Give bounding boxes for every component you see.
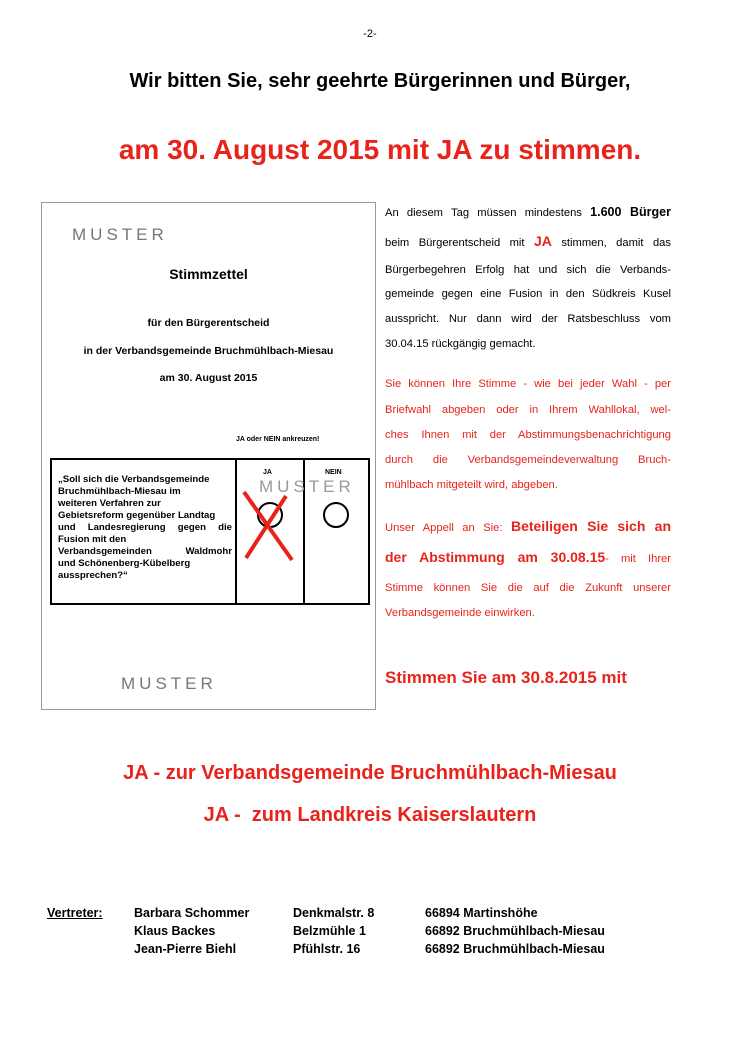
question-line: Bruchmühlbach-Miesau im — [58, 486, 181, 497]
p1-line-4: gemeinde gegen eine Fusion in den Südkreis Kusel — [385, 288, 671, 300]
question-line: „Soll sich die Verbandsgemeinde — [58, 474, 210, 485]
p1-line-2 — [385, 233, 671, 249]
column-label-nein: NEIN — [325, 469, 342, 476]
rep-city: 66892 Bruchmühlbach-Miesau — [425, 942, 605, 956]
p2-line-5: mühlbach mitgeteilt wird, abgeben. — [385, 479, 558, 491]
heading-vote-date: am 30. August 2015 mit JA zu stimmen. — [118, 134, 642, 165]
question-line: Fusion mit den — [58, 534, 127, 545]
p2-line-2: Briefwahl abgeben oder in Ihrem Wahllokal, wel- — [385, 404, 671, 416]
sample-ballot — [41, 202, 376, 710]
text: An diesem Tag müssen mindestens — [385, 207, 591, 219]
ballot-hint: JA oder NEIN ankreuzen! — [236, 436, 320, 443]
slogan-ja-verbandsgemeinde: JA - zur Verbandsgemeinde Bruchmühlbach-Miesau — [123, 762, 617, 784]
p3-line-2 — [385, 549, 671, 565]
ballot-question — [58, 474, 232, 582]
text: stimmen, damit das — [551, 237, 671, 249]
p1-line-6: 30.04.15 rückgängig gemacht. — [385, 338, 536, 350]
ballot-title: Stimmzettel — [169, 266, 248, 282]
column-label-ja: JA — [263, 469, 272, 476]
heading-request: Wir bitten Sie, sehr geehrte Bürgerinnen und Bürger, — [129, 70, 631, 92]
p2-line-4: durch die Verbandsgemeindeverwaltung Bruch- — [385, 454, 671, 466]
page-number: -2- — [363, 28, 377, 40]
text: beim Bürgerentscheid mit — [385, 237, 534, 249]
vote-call: Stimmen Sie am 30.8.2015 mit — [385, 668, 627, 687]
p1-line-3: Bürgerbegehren Erfolg hat und sich die Verbands- — [385, 264, 671, 276]
rep-street: Belzmühle 1 — [293, 924, 366, 938]
ballot-line-3: am 30. August 2015 — [159, 372, 258, 384]
question-line: und Landesregierung gegen die — [58, 522, 232, 533]
red-cross-mark-icon — [236, 488, 300, 564]
p2-line-3: ches Ihnen mit der Abstimmungsbenachrichtigung — [385, 429, 671, 441]
rep-name: Klaus Backes — [134, 924, 216, 938]
question-line: weiteren Verfahren zur — [58, 498, 161, 509]
ja-emphasis: JA — [533, 233, 552, 249]
question-line: aussprechen?“ — [58, 570, 128, 581]
ballot-line-2: in der Verbandsgemeinde Bruchmühlbach-Miesau — [83, 345, 334, 357]
p3-line-4: Verbandsgemeinde einwirken. — [385, 607, 535, 619]
rep-city: 66894 Martinshöhe — [425, 906, 538, 920]
rep-name: Barbara Schommer — [134, 906, 250, 920]
muster-label-watermark: MUSTER — [259, 477, 355, 496]
representatives-label: Vertreter: — [47, 906, 103, 920]
muster-label-bottom: MUSTER — [121, 674, 217, 693]
count-emphasis: 1.600 Bürger — [590, 205, 671, 219]
p2-line-1: Sie können Ihre Stimme - wie bei jeder Wahl - per — [385, 378, 671, 390]
rep-street: Denkmalstr. 8 — [293, 906, 375, 920]
p1-line-5: ausspricht. Nur dann wird der Ratsbeschluss vom — [385, 313, 671, 325]
text: - mit Ihrer — [605, 553, 671, 565]
appeal-emphasis: Beteiligen Sie sich an — [510, 518, 671, 534]
nein-circle — [323, 502, 349, 528]
rep-name: Jean-Pierre Biehl — [134, 942, 237, 956]
ballot-line-1: für den Bürgerentscheid — [147, 317, 270, 329]
question-line: Gebietsreform gegenüber Landtag — [58, 510, 216, 521]
rep-city: 66892 Bruchmühlbach-Miesau — [425, 924, 605, 938]
muster-label-top: MUSTER — [72, 225, 168, 244]
p1-line-1 — [385, 205, 671, 219]
text: Unser Appell an Sie: — [385, 522, 511, 534]
p3-line-3: Stimme können Sie die auf die Zukunft unserer — [385, 582, 671, 594]
slogan-ja-landkreis: JA - zum Landkreis Kaiserslautern — [203, 804, 537, 826]
rep-street: Pfühlstr. 16 — [293, 942, 361, 956]
p3-line-1 — [385, 518, 671, 534]
question-line: und Schönenberg-Kübelberg — [58, 558, 191, 569]
appeal-emphasis: der Abstimmung am 30.08.15 — [385, 549, 606, 565]
ballot-question-box — [50, 458, 370, 605]
question-line: Verbandsgemeinden Waldmohr — [58, 546, 232, 557]
